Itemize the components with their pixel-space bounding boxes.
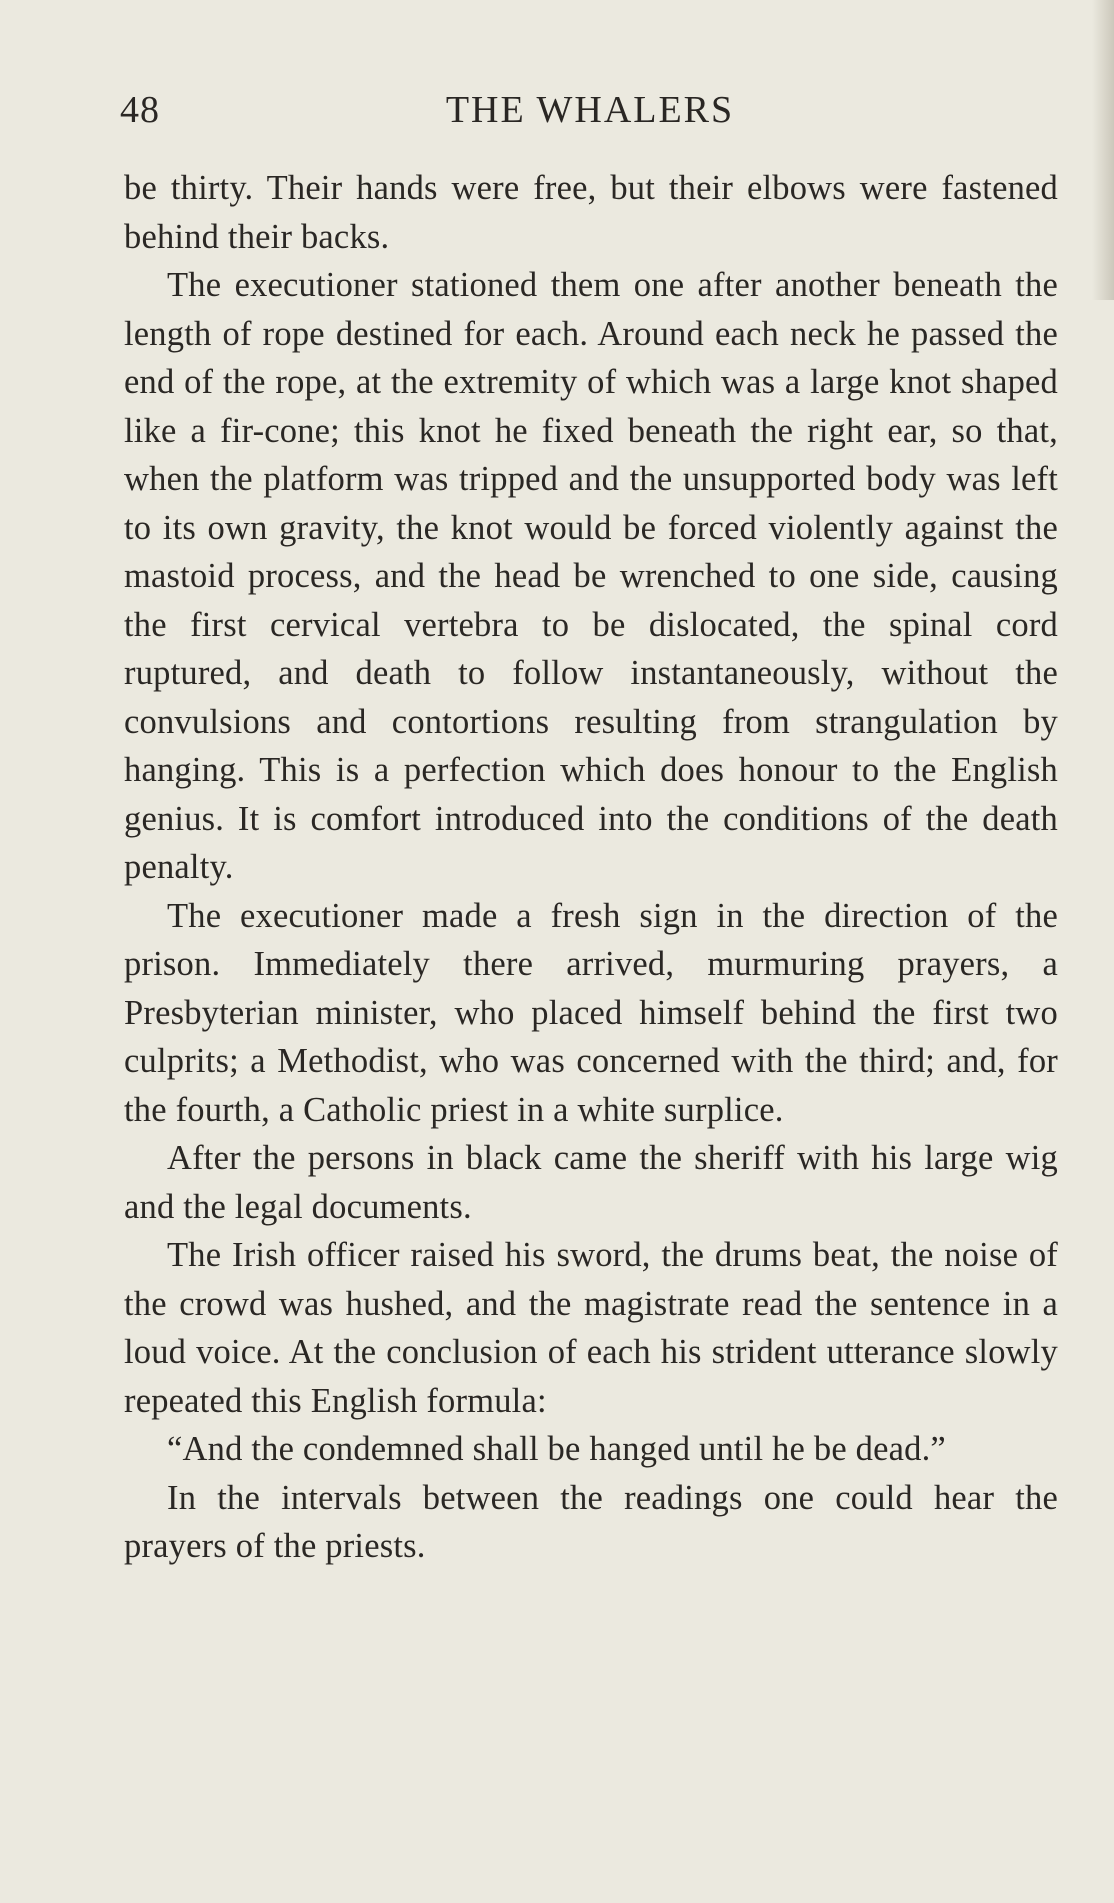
paragraph-sentence-reading: The Irish officer raised his sword, the drums beat, the noise of the crowd was hushed, and the magistrate read the sentence in a loud voice. At the conclusion of each his strident utterance slowly repeated this English formula: [124,1236,1058,1420]
paragraph-sheriff: After the persons in black came the sheriff with his large wig and the legal documents. [124,1139,1058,1226]
page-edge-shadow [1092,0,1114,300]
paragraph-prayers: In the intervals between the readings one could hear the prayers of the priests. [124,1478,1058,1565]
paragraph-formula-quote: “And the condemned shall be hanged until he be dead.” [167,1430,946,1468]
body-text [124,164,1058,1571]
page-number: 48 [120,89,160,131]
paragraph-continuation: be thirty. Their hands were free, but their elbows were fastened behind their backs. [124,169,1058,256]
running-title: THE WHALERS [445,89,735,131]
running-head [120,88,1060,138]
paragraph-clergy-arrival: The executioner made a fresh sign in the direction of the prison. Immediately there arrived, murmuring prayers, a Presbyterian minister, who placed himself behind the first two culprits; a Methodist, who was concerned with the third; and, for the fourth, a Catholic priest in a white surplice. [124,896,1058,1129]
paragraph-executioner-rope: The executioner stationed them one after another beneath the length of rope destined for each. Around each neck he passed the end of the rope, at the extremity of which was a large knot shaped like a fir-cone; this knot he fixed beneath the right ear, so that, when the platform was tripped and the unsupported body was left to its own gravity, the knot would be forced violently against the mastoid process, and the head be wrenched to one side, causing the first cervical vertebra to be dislocated, the spinal cord ruptured, and death to follow instantaneously, without the convulsions and contortions resulting from strangulation by hanging. This is a perfection which does honour to the English genius. It is comfort introduced into the conditions of the death penalty. [124,266,1058,886]
